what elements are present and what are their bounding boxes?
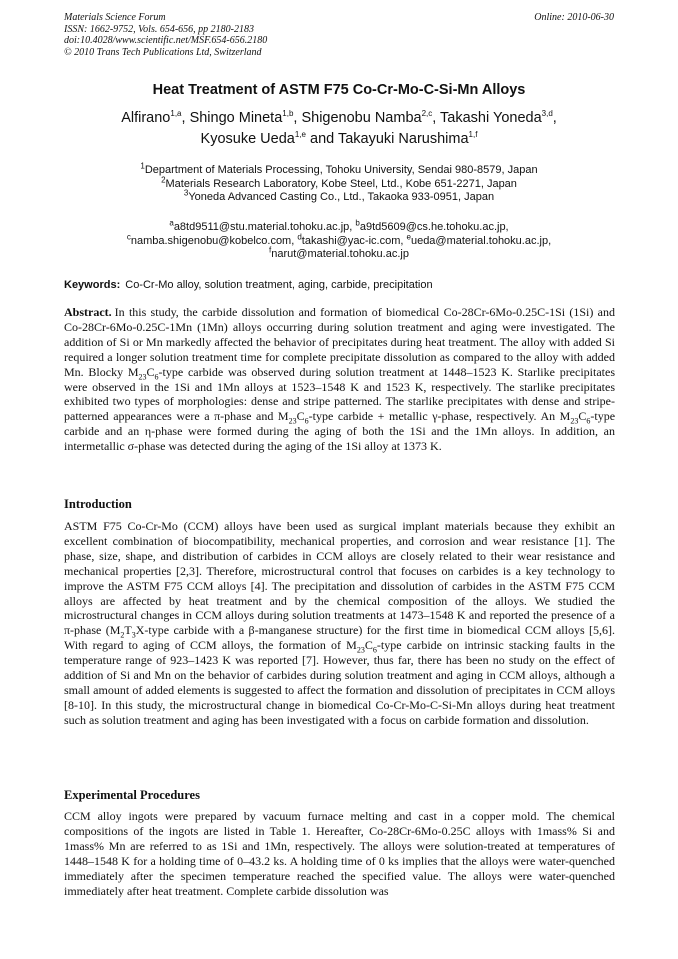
author-affil-mark: 3,d (541, 109, 553, 119)
intro-text: T (124, 623, 132, 638)
subscript: 23 (138, 372, 147, 382)
abstract-paragraph (64, 305, 615, 454)
author-list: Alfirano$^{1,a}$, Shingo Mineta$^{1,b}$, Shigenobu Namba$^{2,c}$, Takashi Yoneda$^{3,d}$, Kyosuke Ueda$^{1,e}$ and Takayuki Narushima$^{1,f}$ (121, 109, 557, 147)
affil-text: Department of Materials Processing, Tohoku University, Sendai 980-8579, Japan (144, 164, 538, 176)
email-mark: b (355, 218, 360, 228)
author-name: Shigenobu Namba (301, 110, 422, 126)
author-name: Takayuki Narushima (337, 131, 469, 147)
subscript: 23 (356, 645, 365, 655)
email-link[interactable]: namba.shigenobu@kobelco.com, (130, 234, 295, 247)
author-name: Shingo Mineta (189, 110, 283, 126)
affiliation-line (40, 161, 638, 178)
abstract-text: -type carbide was observed during solution treatment at 1448–1523 K. Starlike precipitates were observed in the 1Si and 1Mn alloys at 1523–1548 K and 1523 K, respectively. The starlike precipitates exhibited two types of morphologies: dense and stripe patterned. The starlike precipitates with dense and stripe-patterned appearances were a π-phase and M (64, 364, 615, 424)
abstract-text: -type carbide + metallic γ-phase, respectively. An M (308, 409, 571, 424)
experimental-heading-block (64, 788, 615, 803)
email-link[interactable]: narut@material.tohoku.ac.jp (271, 248, 409, 260)
intro-text: C (364, 638, 373, 653)
keywords-text: Co-Cr-Mo alloy, solution treatment, aging, carbide, precipitation (125, 279, 433, 291)
subscript: 6 (586, 416, 591, 426)
author-affil-mark: 1,a (170, 109, 182, 119)
email-mark: c (126, 231, 131, 241)
affiliation-line (40, 174, 638, 192)
experimental-heading: Experimental Procedures (64, 788, 200, 802)
affil-text: Yoneda Advanced Casting Co., Ltd., Takaoka 933-0951, Japan (188, 191, 495, 203)
email-mark: e (406, 231, 411, 241)
abstract-label: Abstract. (64, 305, 112, 319)
author-name: Alfirano (121, 110, 171, 126)
intro-text: X-type carbide with a β-manganese structure) for the first time in biomedical CCM alloys [5,6]. With regard to aging of CCM alloys, the formation of M (64, 623, 615, 653)
abstract-text: C (296, 409, 305, 424)
introduction-heading: Introduction (64, 497, 132, 511)
experimental-section (64, 809, 615, 898)
copyright-line: © 2010 Trans Tech Publications Ltd, Switzerland (64, 46, 262, 58)
online-date: Online: 2010-06-30 (534, 12, 614, 23)
subscript: 3 (131, 630, 136, 640)
issn-line: ISSN: 1662-9752, Vols. 654-656, pp 2180-2183 (64, 23, 254, 35)
author-name: Takashi Yoneda (440, 110, 542, 126)
abstract-text: C (146, 364, 155, 379)
email-list (40, 218, 638, 262)
affil-number: 2 (161, 174, 166, 184)
email-link[interactable]: takashi@yac-ic.com, (301, 234, 404, 247)
email-mark: a (169, 218, 174, 228)
subscript: 23 (288, 416, 297, 426)
keywords-label: Keywords: (64, 279, 121, 291)
doi-line: doi:10.4028/www.scientific.net/MSF.654-656.2180 (64, 35, 268, 46)
abstract-text: C (578, 409, 587, 424)
subscript: 6 (372, 645, 377, 655)
abstract-section (64, 305, 615, 454)
subscript: 2 (120, 630, 125, 640)
introduction-paragraph (64, 519, 615, 728)
author-affil-mark: 2,c (421, 109, 433, 119)
affiliation-line (40, 188, 638, 205)
journal-name: Materials Science Forum (64, 12, 166, 23)
affil-number: 3 (183, 188, 189, 198)
author-affil-mark: 1,e (294, 130, 306, 140)
subscript: 6 (304, 416, 309, 426)
email-mark: d (297, 231, 302, 241)
author-conjunction: and (310, 131, 335, 147)
experimental-paragraph: CCM alloy ingots were prepared by vacuum furnace melting and cast in a copper mold. The chemical compositions of the ingots are listed in Table 1. Hereafter, Co-28Cr-6Mo-0.25C alloys with 1mass% Si and 1mass% Mn are referred to as 1Si and 1Mn, respectively. The alloys were solution-treated at temperatures of 1448–1548 K for a holding time of 0–43.2 ks. A holding time of 0 ks implies that the alloys were water-quenched immediately after the specimen temperature reached the specified value. The alloys were water-quenched immediately after heat treatment. Complete carbide dissolution was (64, 809, 615, 898)
intro-text: ASTM F75 Co-Cr-Mo (CCM) alloys have been used as surgical implant materials because they exhibit an excellent combination of biocompatibility, mechanical properties, and corrosion and wear resistance [1]. The phase, size, shape, and distribution of carbides in CCM alloys are closely related to their wear resistance and mechanical properties [2,3]. Therefore, microstructural control that focuses on carbides is a key technology to improve the ASTM F75 CCM alloys [4]. The precipitation and dissolution of carbides in the ASTM F75 CCM alloys are affected by heat treatment and by the chemical composition of the alloys. We studied the microstructural changes in CCM alloys during solution treatments at 1473–1548 K and reported the presence of a π-phase (M (64, 519, 615, 638)
author-affil-mark: 1,f (468, 130, 478, 140)
email-link[interactable]: ueda@material.tohoku.ac.jp, (410, 234, 552, 247)
author-affil-mark: 1,b (282, 109, 294, 119)
email-link[interactable]: a9td5609@cs.he.tohoku.ac.jp, (359, 221, 509, 233)
introduction-heading-block (64, 497, 615, 512)
introduction-section (64, 519, 615, 728)
abstract-text: -type carbide and an η-phase were formed during the aging of both the 1Si and the 1Mn alloys. In addition, an intermetallic σ-phase was detected during the aging of the 1Si alloy at 1373 K. (64, 409, 616, 454)
affiliations (40, 161, 638, 205)
intro-text: -type carbide on intrinsic stacking faults in the temperature range of 923–1423 K was reported [7]. However, thus far, there has been no study on the effect of addition of Si and Mn on the behavior of carbides during solution treatment and aging in CCM alloys, although a small amount of added elements is suggested to affect the formation and dissolution of precipitates in CCM alloys [8-10]. In this study, the microstructural change in biomedical Co-Cr-Mo-C-Si-Mn alloys during heat treatment such as solution treatment and aging has been investigated with a focus on carbide formation and dissolution. (64, 638, 616, 727)
journal-header (64, 12, 614, 58)
paper-title: Heat Treatment of ASTM F75 Co-Cr-Mo-C-Si-Mn Alloys (152, 82, 526, 98)
subscript: 6 (154, 372, 159, 382)
author-name: Kyosuke Ueda (200, 131, 295, 147)
email-mark: f (269, 245, 272, 255)
abstract-text: In this study, the carbide dissolution and formation of biomedical Co-28Cr-6Mo-0.25C-1Si (1Si) and Co-28Cr-6Mo-0.25C-1Mn (1Mn) alloys occurring during solution treatment and aging were investigated. The addition of Si or Mn markedly affected the behavior of precipitates during heat treatment. The alloy with added Si required a longer solution treatment time for complete precipitate dissolution as compared to the alloy with added Mn. Blocky M (64, 305, 615, 379)
keywords (64, 279, 614, 291)
email-link[interactable]: a8td9511@stu.material.tohoku.ac.jp, (173, 221, 353, 233)
affil-text: Materials Research Laboratory, Kobe Steel, Ltd., Kobe 651-2271, Japan (165, 177, 517, 190)
affil-number: 1 (140, 161, 145, 171)
subscript: 23 (570, 416, 579, 426)
